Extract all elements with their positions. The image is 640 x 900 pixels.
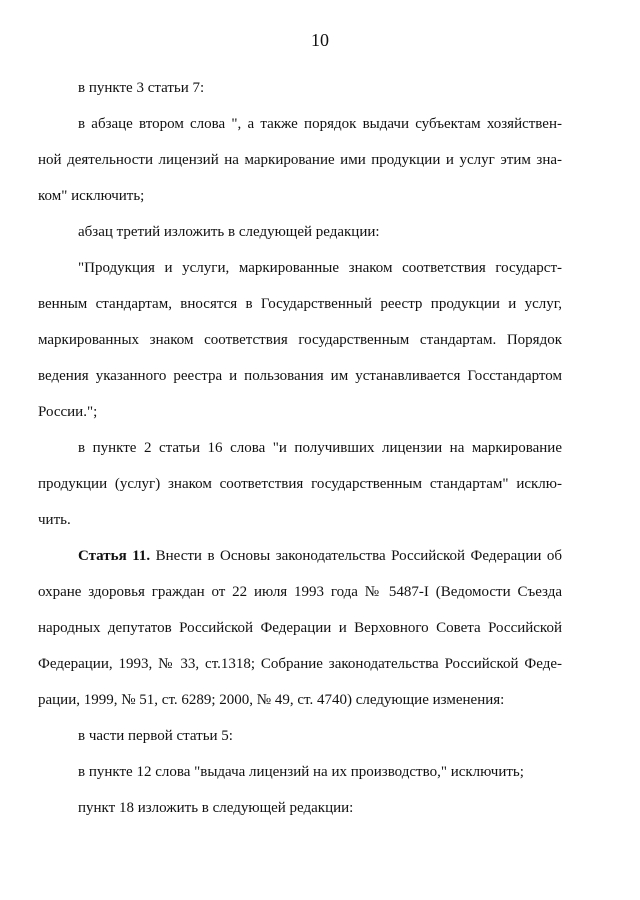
text-line: рации, 1999, № 51, ст. 6289; 2000, № 49, ст. 4740) следующие изменения:: [38, 692, 505, 708]
text-line: ведения указанного реестра и пользования им устанавливается Госстандартом: [38, 368, 562, 384]
text-line: в пункте 12 слова "выдача лицензий на их производство," исключить;: [78, 764, 524, 780]
page-number: 10: [311, 30, 329, 50]
document-body: [38, 70, 562, 826]
text-line: венным стандартам, вносятся в Государственный реестр продукции и услуг,: [38, 296, 562, 312]
text-fragment: Внести в Основы законодательства Российской Федерации об: [150, 548, 562, 564]
text-line: охране здоровья граждан от 22 июля 1993 года № 5487-I (Ведомости Съезда: [38, 584, 562, 600]
text-line: народных депутатов Российской Федерации и Верховного Совета Российской: [38, 620, 562, 636]
text-line: ной деятельности лицензий на маркирование ими продукции и услуг этим зна-: [38, 152, 562, 168]
text-line: в части первой статьи 5:: [78, 728, 233, 744]
text-line: абзац третий изложить в следующей редакции:: [78, 224, 380, 240]
text-line: "Продукция и услуги, маркированные знаком соответствия государст-: [78, 260, 562, 276]
text-line: пункт 18 изложить в следующей редакции:: [78, 800, 354, 816]
text-line: чить.: [38, 512, 71, 528]
text-line: маркированных знаком соответствия государственным стандартам. Порядок: [38, 332, 562, 348]
text-line: в абзаце втором слова ", а также порядок выдачи субъектам хозяйствен-: [78, 116, 562, 132]
article-number: Статья 11.: [78, 548, 151, 564]
text-line: в пункте 3 статьи 7:: [78, 80, 205, 96]
text-line: Федерации, 1993, № 33, ст.1318; Собрание законодательства Российской Феде-: [38, 656, 562, 672]
text-line: продукции (услуг) знаком соответствия государственным стандартам" исклю-: [38, 476, 562, 492]
text-line: в пункте 2 статьи 16 слова "и получивших лицензии на маркирование: [78, 440, 562, 456]
text-line: России.";: [38, 404, 98, 420]
article-heading-line: [78, 538, 562, 574]
text-line: ком" исключить;: [38, 188, 145, 204]
